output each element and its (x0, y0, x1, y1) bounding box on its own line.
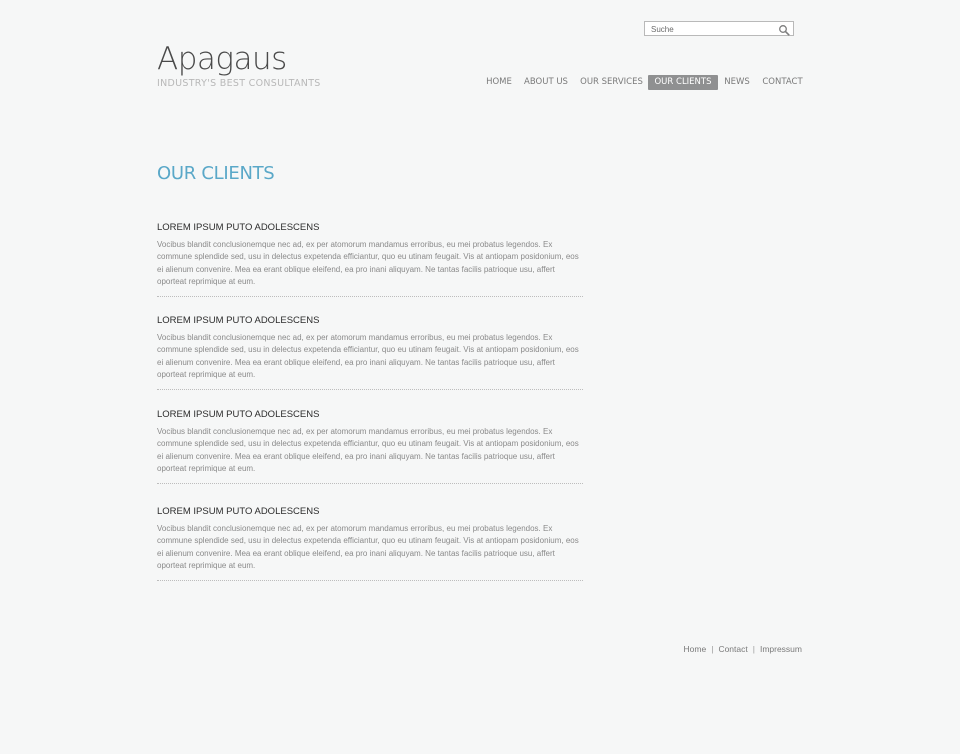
footer-separator: | (752, 644, 755, 654)
article-headline: LOREM IPSUM PUTO ADOLESCENS (157, 506, 320, 517)
footer-link-impressum[interactable]: Impressum (759, 644, 802, 654)
nav-item-our-clients[interactable]: OUR CLIENTS (648, 75, 718, 90)
article-divider (157, 580, 583, 581)
nav-item-home[interactable]: HOME (486, 77, 512, 87)
search-input[interactable] (651, 23, 775, 35)
client-article (157, 409, 583, 476)
nav-item-contact[interactable]: CONTACT (762, 77, 803, 87)
footer-links (684, 644, 802, 654)
client-article (157, 506, 583, 573)
article-headline: LOREM IPSUM PUTO ADOLESCENS (157, 222, 320, 233)
article-body: Vocibus blandit conclusionemque nec ad, ex per atomorum mandamus erroribus, eu mei probatus legendos. Ex commune splendide sed, usu in delectus expetenda efficiantur, quo eu utinam feugait. Vis at antiopam posidonium, eos ei alienum convenire. Mea ea erant oblique eleifend, ea pro inani aliquyam. Ne tantas facilis patrioque usu, affert oporteat reprimique at eum. (157, 524, 579, 571)
nav-item-our-services[interactable]: OUR SERVICES (580, 77, 643, 87)
article-body: Vocibus blandit conclusionemque nec ad, ex per atomorum mandamus erroribus, eu mei probatus legendos. Ex commune splendide sed, usu in delectus expetenda efficiantur, quo eu utinam feugait. Vis at antiopam posidonium, eos ei alienum convenire. Mea ea erant oblique eleifend, ea pro inani aliquyam. Ne tantas facilis patrioque usu, affert oporteat reprimique at eum. (157, 427, 579, 474)
article-body: Vocibus blandit conclusionemque nec ad, ex per atomorum mandamus erroribus, eu mei probatus legendos. Ex commune splendide sed, usu in delectus expetenda efficiantur, quo eu utinam feugait. Vis at antiopam posidonium, eos ei alienum convenire. Mea ea erant oblique eleifend, ea pro inani aliquyam. Ne tantas facilis patrioque usu, affert oporteat reprimique at eum. (157, 240, 579, 287)
client-article (157, 315, 583, 382)
footer-link-home[interactable]: Home (683, 644, 707, 654)
page-title: OUR CLIENTS (157, 163, 275, 184)
logo-tagline: INDUSTRY'S BEST CONSULTANTS (157, 78, 321, 89)
search-icon[interactable] (778, 23, 790, 35)
article-body: Vocibus blandit conclusionemque nec ad, ex per atomorum mandamus erroribus, eu mei probatus legendos. Ex commune splendide sed, usu in delectus expetenda efficiantur, quo eu utinam feugait. Vis at antiopam posidonium, eos ei alienum convenire. Mea ea erant oblique eleifend, ea pro inani aliquyam. Ne tantas facilis patrioque usu, affert oporteat reprimique at eum. (157, 333, 579, 380)
article-divider (157, 296, 583, 297)
search-box[interactable] (644, 21, 794, 36)
nav-item-news[interactable]: NEWS (724, 77, 750, 87)
article-divider (157, 389, 583, 390)
article-headline: LOREM IPSUM PUTO ADOLESCENS (157, 315, 320, 326)
footer-separator: | (711, 644, 714, 654)
nav-item-about-us[interactable]: ABOUT US (524, 77, 568, 87)
article-headline: LOREM IPSUM PUTO ADOLESCENS (157, 409, 320, 420)
client-article (157, 222, 583, 289)
footer-link-contact[interactable]: Contact (718, 644, 748, 654)
article-divider (157, 483, 583, 484)
logo-title: Apagaus (157, 41, 287, 77)
logo[interactable] (157, 42, 321, 89)
